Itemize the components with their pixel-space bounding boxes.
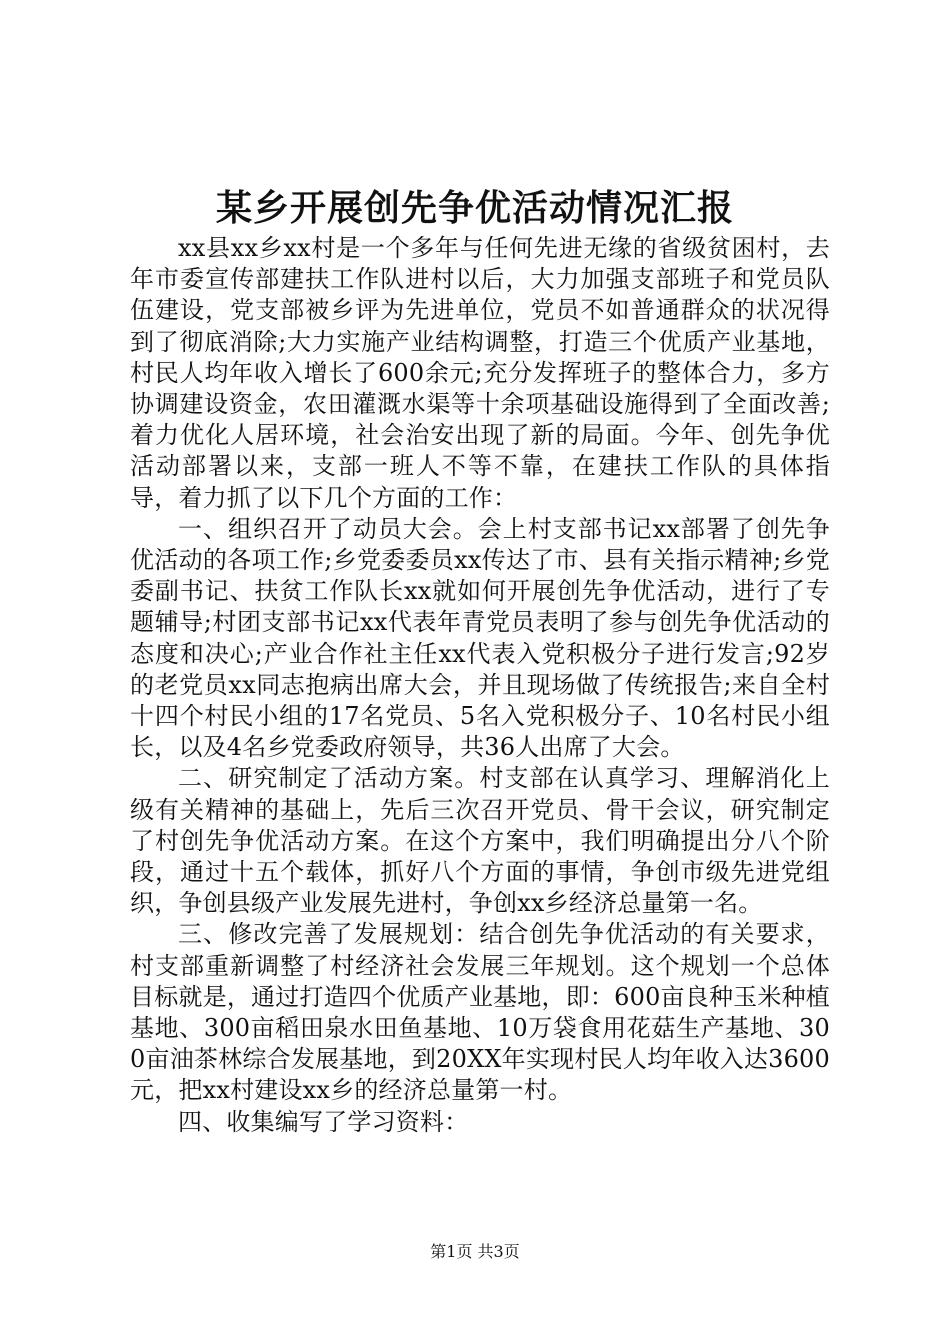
page-number-footer: 第1页 共3页 xyxy=(430,1242,520,1261)
paragraph-section-3: 三、修改完善了发展规划：结合创先争优活动的有关要求，村支部重新调整了村经济社会发展三年规划。这个规划一个总体目标就是，通过打造四个优质产业基地，即：600亩良种玉米种植基地、300亩稻田泉水田鱼基地、10万袋食用花菇生产基地、300亩油茶林综合发展基地，到20XX年实现村民人均年收入达3600元，把xx村建设xx乡的经济总量第一村。 xyxy=(130,920,830,1105)
paragraph-intro: xx县xx乡xx村是一个多年与任何先进无缘的省级贫困村，去年市委宣传部建扶工作队进村以后，大力加强支部班子和党员队伍建设，党支部被乡评为先进单位，党员不如普通群众的状况得到了彻底消除;大力实施产业结构调整，打造三个优质产业基地，村民人均年收入增长了600余元;充分发挥班子的整体合力，多方协调建设资金，农田灌溉水渠等十余项基础设施得到了全面改善;着力优化人居环境，社会治安出现了新的局面。今年、创先争优活动部署以来，支部一班人不等不靠，在建扶工作队的具体指导，着力抓了以下几个方面的工作： xyxy=(130,234,830,512)
document-title: 某乡开展创先争优活动情况汇报 xyxy=(215,188,734,229)
document-body xyxy=(130,233,830,1138)
paragraph-section-1: 一、组织召开了动员大会。会上村支部书记xx部署了创先争优活动的各项工作;乡党委委员xx传达了市、县有关指示精神;乡党委副书记、扶贫工作队长xx就如何开展创先争优活动，进行了专题辅导;村团支部书记xx代表年青党员表明了参与创先争优活动的态度和决心;产业合作社主任xx代表入党积极分子进行发言;92岁的老党员xx同志抱病出席大会，并且现场做了传统报告;来自全村十四个村民小组的17名党员、5名入党积极分子、10名村民小组长，以及4名乡党委政府领导，共36人出席了大会。 xyxy=(130,514,830,762)
paragraph-section-2: 二、研究制定了活动方案。村支部在认真学习、理解消化上级有关精神的基础上，先后三次召开党员、骨干会议，研究制定了村创先争优活动方案。在这个方案中，我们明确提出分八个阶段，通过十五个载体，抓好八个方面的事情，争创市级先进党组织，争创县级产业发展先进村，争创xx乡经济总量第一名。 xyxy=(130,764,830,918)
paragraph-section-4: 四、收集编写了学习资料： xyxy=(178,1107,469,1136)
